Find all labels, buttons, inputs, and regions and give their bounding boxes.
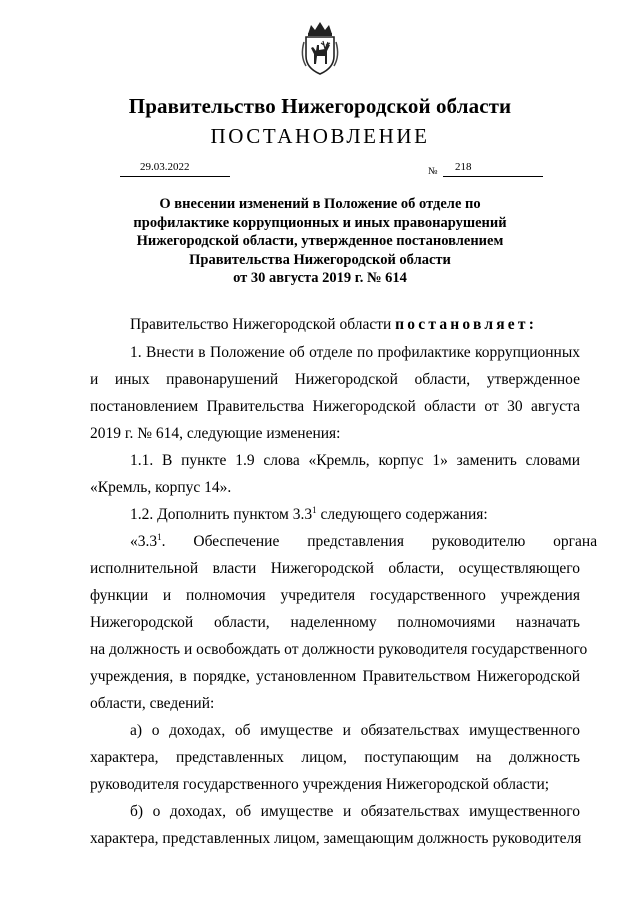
subject-line: Нижегородской области, утвержденное постановлением	[136, 233, 504, 250]
item-text: . Обеспечение представления руководителю органа	[161, 533, 598, 550]
date-field	[120, 161, 230, 181]
intro-action: постановляет:	[395, 316, 538, 333]
number-underline	[443, 176, 543, 177]
subject-line: от 30 августа 2019 г. № 614	[233, 270, 407, 287]
subject-line: профилактике коррупционных и иных правонарушений	[133, 214, 507, 231]
body-line: руководителя государственного учреждения Нижегородской области;	[90, 776, 550, 793]
subject-line: Правительства Нижегородской области	[189, 251, 451, 268]
superscript: 1	[312, 504, 317, 515]
number-field	[443, 161, 543, 181]
date-underline	[120, 176, 230, 177]
body-line	[130, 531, 598, 551]
body-line	[130, 506, 580, 524]
coat-of-arms-emblem	[298, 20, 342, 76]
body-line: характера, представленных лицом, поступающим на должность	[90, 749, 580, 766]
document-date: 29.03.2022	[140, 161, 190, 173]
item-suffix: следующего содержания:	[320, 506, 488, 523]
body-line: характера, представленных лицом, замещающим должность руководителя	[90, 830, 582, 847]
number-sign: №	[428, 166, 438, 177]
item-prefix: 1.2. Дополнить пунктом 3.3	[130, 506, 313, 523]
body-line: исполнительной власти Нижегородской области, осуществляющего	[90, 560, 580, 577]
body-line: «Кремль, корпус 14».	[90, 479, 232, 496]
body-line: и иных правонарушений Нижегородской области, утвержденное	[90, 371, 580, 388]
body-line: б) о доходах, об имуществе и обязательствах имущественного	[130, 803, 580, 820]
government-name: Правительство Нижегородской области	[128, 94, 512, 118]
intro-prefix: Правительство Нижегородской области	[130, 316, 392, 333]
body-line: Нижегородской области, наделенному полномочиями назначать	[90, 614, 580, 631]
body-line: области, сведений:	[90, 695, 215, 712]
item-number: «3.3	[130, 533, 158, 550]
superscript: 1	[157, 531, 162, 542]
document-number: 218	[455, 161, 472, 173]
document-subject	[110, 195, 530, 288]
body-line: 1.1. В пункте 1.9 слова «Кремль, корпус 1» заменить словами	[130, 452, 580, 469]
document-type: ПОСТАНОВЛЕНИЕ	[210, 124, 430, 148]
body-line: постановлением Правительства Нижегородской области от 30 августа	[90, 398, 580, 415]
intro-paragraph	[130, 316, 580, 334]
body-line: учреждения, в порядке, установленном Правительством Нижегородской	[90, 668, 580, 685]
subject-line: О внесении изменений в Положение об отделе по	[159, 196, 481, 212]
body-line: 1. Внести в Положение об отделе по профилактике коррупционных	[130, 344, 580, 361]
body-line: функции и полномочия учредителя государственного учреждения	[90, 587, 580, 604]
body-line: а) о доходах, об имуществе и обязательствах имущественного	[130, 722, 580, 739]
body-line: 2019 г. № 614, следующие изменения:	[90, 425, 341, 442]
body-line: на должность и освобождать от должности руководителя государственного	[90, 641, 588, 658]
